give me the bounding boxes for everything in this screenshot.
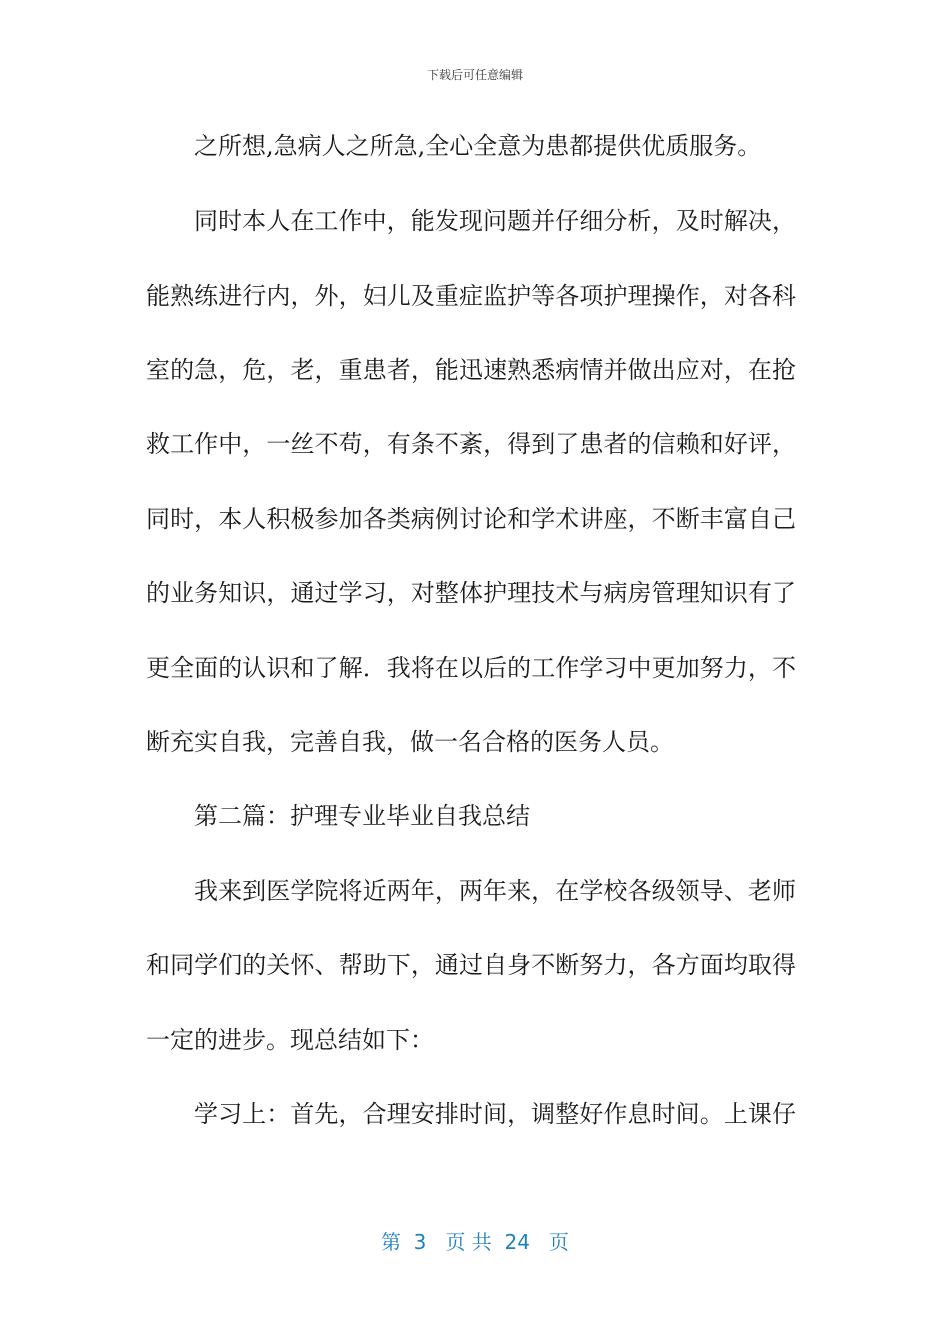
body-line-7: 的业务知识，通过学习，对整体护理技术与病房管理知识有了 (146, 579, 796, 607)
body-line-1: 之所想,急病人之所急,全心全意为患都提供优质服务。 (194, 132, 762, 160)
body-line-13: 一定的进步。现总结如下： (146, 1026, 434, 1054)
body-line-14: 学习上：首先，合理安排时间，调整好作息时间。上课仔 (194, 1100, 796, 1128)
body-line-8: 更全面的认识和了解．我将在以后的工作学习中更加努力，不 (146, 654, 796, 682)
page-number-footer: 第 3 页 共 24 页 (380, 1230, 570, 1254)
body-line-2: 同时本人在工作中，能发现问题并仔细分析，及时解决， (194, 207, 796, 235)
body-line-9: 断充实自我，完善自我，做一名合格的医务人员。 (146, 728, 674, 756)
body-line-3: 能熟练进行内，外，妇儿及重症监护等各项护理操作，对各科 (146, 282, 796, 310)
body-line-11: 我来到医学院将近两年，两年来，在学校各级领导、老师 (194, 877, 796, 905)
body-line-4: 室的急，危，老，重患者，能迅速熟悉病情并做出应对，在抢 (146, 356, 796, 384)
body-line-12: 和同学们的关怀、帮助下，通过自身不断努力，各方面均取得 (146, 951, 796, 979)
page-header-note: 下载后可任意编辑 (426, 68, 523, 82)
section-heading: 第二篇：护理专业毕业自我总结 (194, 802, 530, 830)
body-line-6: 同时，本人积极参加各类病例讨论和学术讲座，不断丰富自己 (146, 505, 796, 533)
body-line-5: 救工作中，一丝不苟，有条不紊，得到了患者的信赖和好评， (146, 430, 796, 458)
